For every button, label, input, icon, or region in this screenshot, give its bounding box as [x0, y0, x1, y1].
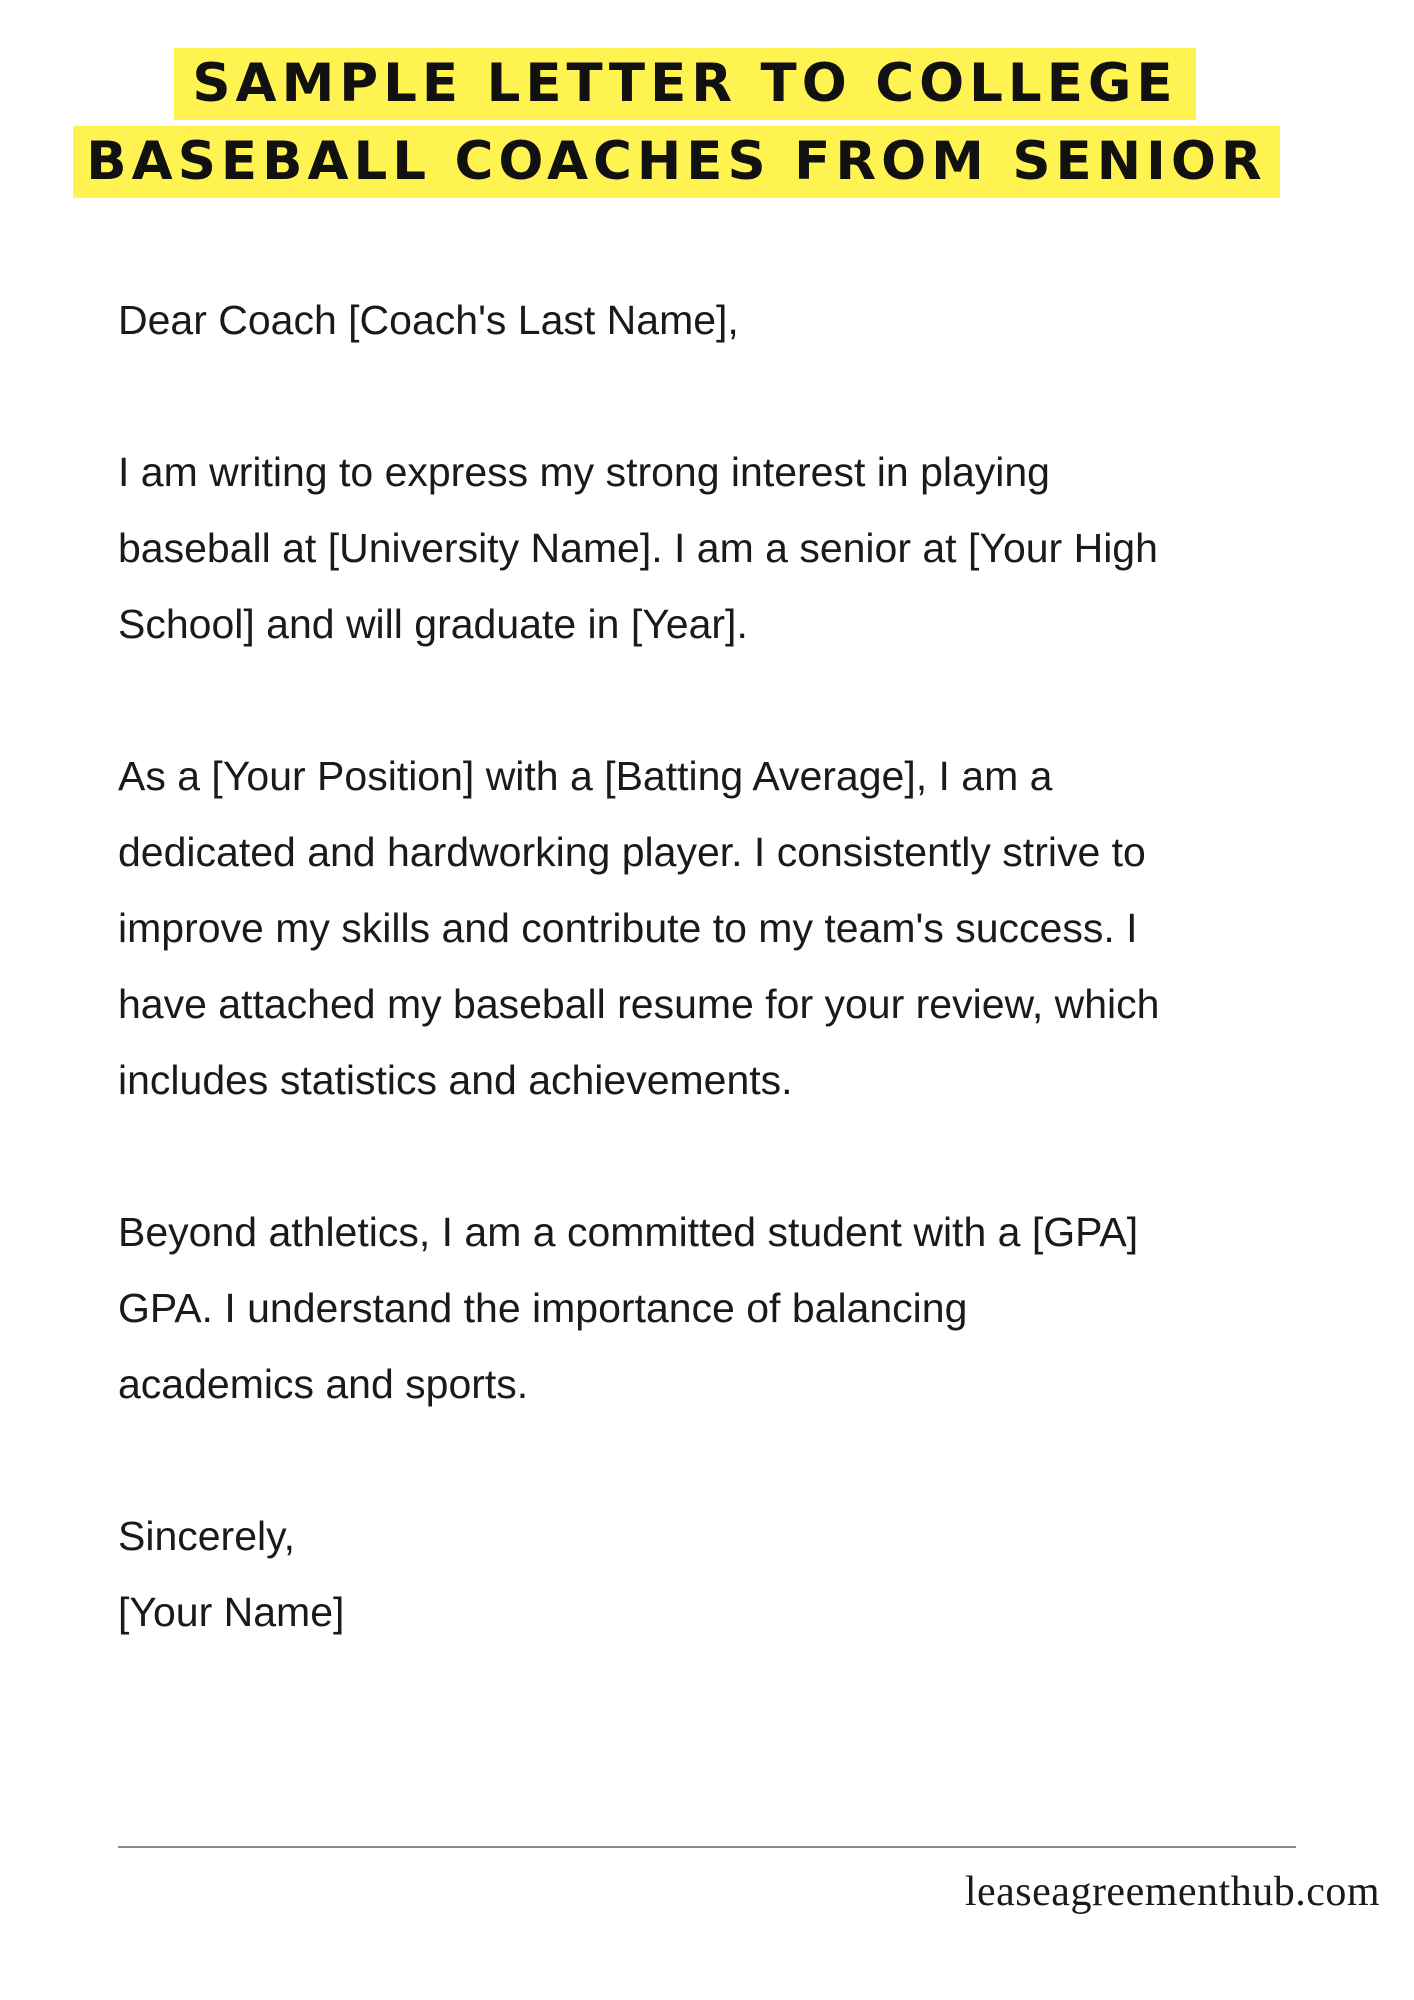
- paragraph-line: academics and sports.: [118, 1361, 529, 1407]
- paragraph-line: improve my skills and contribute to my team's success. I: [118, 905, 1138, 951]
- paragraph-interest: [118, 434, 1358, 662]
- paragraph-line: includes statistics and achievements.: [118, 1057, 793, 1103]
- title-line-1: SAMPLE LETTER TO COLLEGE: [174, 48, 1196, 120]
- paragraph-line: I am writing to express my strong interest in playing: [118, 449, 1050, 495]
- paragraph-line: GPA. I understand the importance of balancing: [118, 1285, 968, 1331]
- closing-text: Sincerely,: [118, 1513, 295, 1559]
- paragraph-line: baseball at [University Name]. I am a senior at [Your High: [118, 525, 1158, 571]
- letter-body: [118, 282, 1358, 1650]
- paragraph-athletics: [118, 738, 1358, 1118]
- paragraph-line: dedicated and hardworking player. I consistently strive to: [118, 829, 1146, 875]
- salutation-text: Dear Coach [Coach's Last Name],: [118, 297, 739, 343]
- paragraph-academics: [118, 1194, 1358, 1422]
- footer-divider: [118, 1846, 1296, 1848]
- salutation: [118, 282, 1358, 358]
- signature-placeholder: [Your Name]: [118, 1589, 345, 1635]
- paragraph-line: Beyond athletics, I am a committed student with a [GPA]: [118, 1209, 1139, 1255]
- paragraph-line: As a [Your Position] with a [Batting Average], I am a: [118, 753, 1053, 799]
- footer-website: leaseagreementhub.com: [964, 1869, 1380, 1915]
- paragraph-line: have attached my baseball resume for your review, which: [118, 981, 1160, 1027]
- paragraph-line: School] and will graduate in [Year].: [118, 601, 748, 647]
- title-line-2: BASEBALL COACHES FROM SENIOR: [73, 126, 1280, 198]
- closing-block: [118, 1498, 1358, 1650]
